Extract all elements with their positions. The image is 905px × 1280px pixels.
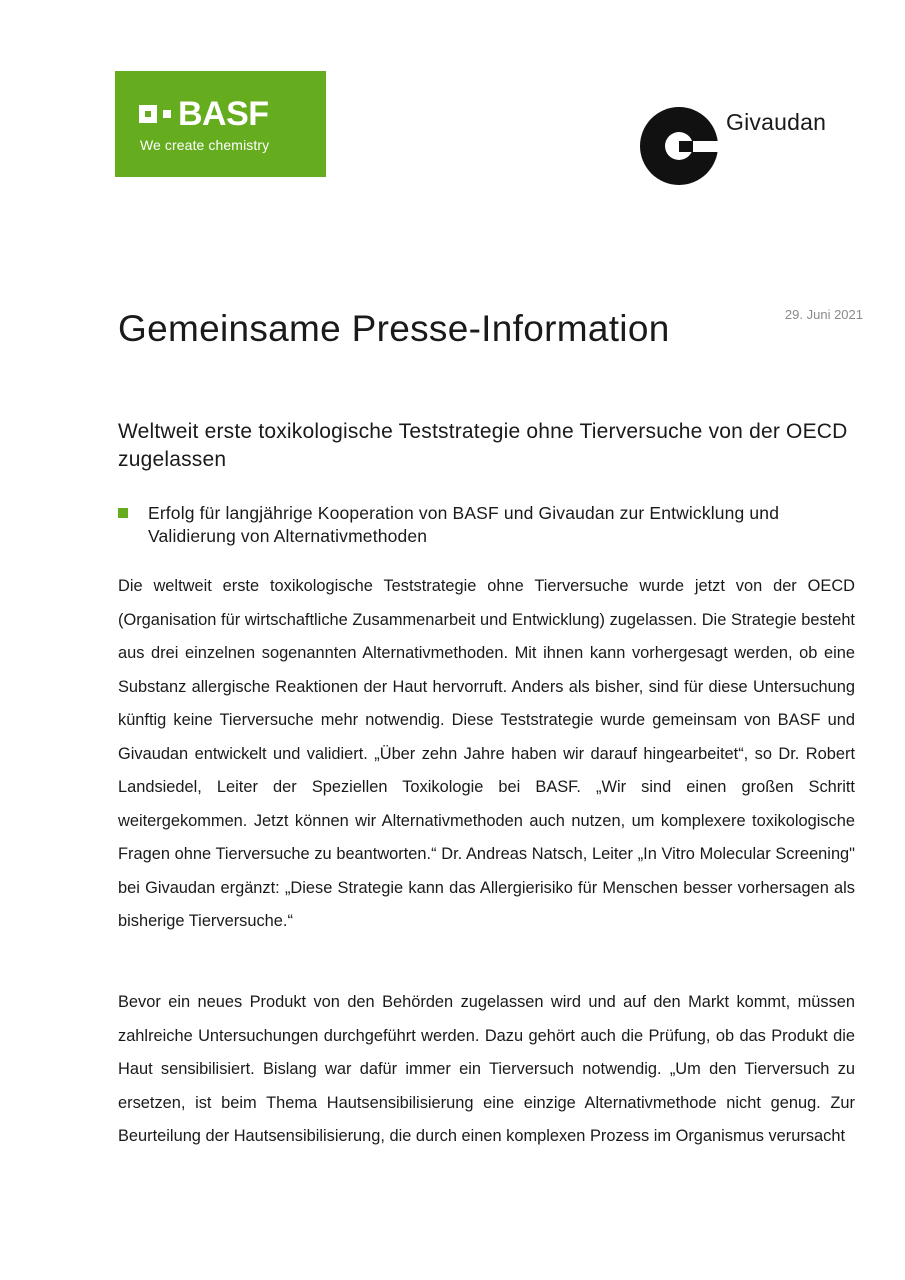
release-date: 29. Juni 2021 (784, 307, 863, 322)
basf-logo-mark (139, 97, 269, 131)
givaudan-logo (640, 105, 850, 187)
bullet-square-icon (118, 508, 128, 518)
basf-logo-name: BASF (178, 95, 269, 133)
bullet-item (118, 502, 838, 548)
basf-dot-icon (163, 110, 171, 118)
givaudan-g-icon (640, 105, 720, 187)
body-paragraph-1: Die weltweit erste toxikologische Teststrategie ohne Tierversuche wurde jetzt von der OECD (Organisation für wirtschaftliche Zusammenarbeit und Entwicklung) zugelassen. Die Strategie besteht aus drei einzelnen sogenannten Alternativmethoden. Mit ihnen kann vorhergesagt werden, ob eine Substanz allergische Reaktionen der Haut hervorruft. Anders als bisher, sind für diese Untersuchung künftig keine Tierversuche mehr notwendig. Diese Teststrategie wurde gemeinsam von BASF und Givaudan entwickelt und validiert. „Über zehn Jahre haben wir darauf hingearbeitet“, so Dr. Robert Landsiedel, Leiter der Speziellen Toxikologie bei BASF. „Wir sind einen großen Schritt weitergekommen. Jetzt können wir Alternativmethoden auch nutzen, um komplexere toxikologische Fragen ohne Tierversuche zu beantworten.“ Dr. Andreas Natsch, Leiter „In Vitro Molecular Screening" bei Givaudan ergänzt: „Diese Strategie kann das Allergierisiko für Menschen besser vorhersagen als bisherige Tierversuche.“ (118, 577, 855, 930)
basf-logo-tagline: We create chemistry (140, 137, 270, 153)
basf-square-icon (139, 105, 157, 123)
body-paragraph-2: Bevor ein neues Produkt von den Behörden zugelassen wird und auf den Markt kommt, müssen zahlreiche Untersuchungen durchgeführt werden. Dazu gehört auch die Prüfung, ob das Produkt die Haut sensibilisiert. Bislang war dafür immer ein Tierversuch notwendig. „Um den Tierversuch zu ersetzen, ist beim Thema Hautsensibilisierung eine einzige Alternativmethode nicht genug. Zur Beurteilung der Hautsensibilisierung, die durch einen komplexen Prozess im Organismus verursacht (118, 993, 855, 1145)
givaudan-logo-name: Givaudan (726, 109, 827, 135)
page-title: Gemeinsame Presse-Information (118, 308, 670, 349)
basf-logo (115, 71, 326, 177)
bullet-text: Erfolg für langjährige Kooperation von BASF und Givaudan zur Entwicklung und Validierung von Alternativmethoden (148, 503, 780, 546)
headline: Weltweit erste toxikologische Teststrategie ohne Tierversuche von der OECD zugelassen (118, 420, 848, 471)
